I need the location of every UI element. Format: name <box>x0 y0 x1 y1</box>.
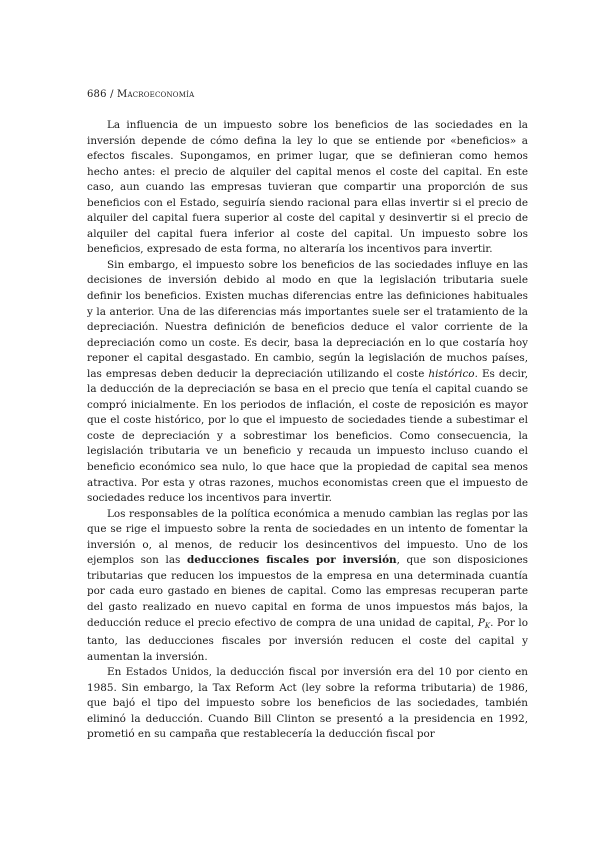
running-header <box>87 89 194 100</box>
paragraph-1: La influencia de un impuesto sobre los beneficios de las sociedades en la inversión depende de cómo defina la ley lo que se entiende por «beneficios» a efectos fiscales. Supongamos, en primer lugar, que se definieran como hemos hecho antes: el precio de alquiler del capital menos el coste del capital. En este caso, aun cuando las empresas tuvieran que compartir una proporción de sus beneficios con el Estado, seguiría siendo racional para ellas invertir si el precio de alquiler del capital fuera superior al coste del capital y desinvertir si el precio de alquiler del capital fuera inferior al coste del capital. Un impuesto sobre los beneficios, expresado de esta forma, no alteraría los incentivos para invertir. <box>87 119 528 256</box>
paragraph-3 <box>87 507 528 665</box>
price-symbol-subscript: K <box>484 621 491 630</box>
paragraph-3-text-b: , que son disposiciones tributarias que reducen los impuestos de la empresa en una determinada cuantía por cada euro gastado en bienes de capital. Como las empresas recuperan parte del gasto realizado en nuevo capital en forma de unos impuestos más bajos, la deducción reduce el precio efectivo de compra de una unidad de capital, <box>87 554 528 629</box>
header-separator: / <box>106 89 118 100</box>
paragraph-2-text-b: . Es decir, la deducción de la depreciación se basa en el precio que tenía el capital cuando se compró inicialmente. En los periodos de inflación, el coste de reposición es mayor que el coste histórico, por lo que el impuesto de sociedades tiende a subestimar el coste de depreciación y a sobrestimar los beneficios. Como consecuencia, la legislación tributaria ve un beneficio y recauda un impuesto incluso cuando el beneficio económico sea nulo, lo que hace que la propiedad de capital sea menos atractiva. Por esta y otras razones, muchos economistas creen que el impuesto de sociedades reduce los incentivos para invertir. <box>87 367 528 505</box>
body-text <box>87 118 528 743</box>
paragraph-2 <box>87 258 528 507</box>
paragraph-4: En Estados Unidos, la deducción fiscal por inversión era del 10 por ciento en 1985. Sin embargo, la Tax Reform Act (ley sobre la reforma tributaria) de 1986, que bajó el tipo del impuesto sobre los beneficios de las sociedades, también eliminó la deducción. Cuando Bill Clinton se presentó a la presidencia en 1992, prometió en su campaña que restablecería la deducción fiscal por <box>87 666 528 741</box>
price-symbol: P <box>477 616 485 629</box>
page-number: 686 <box>87 89 107 100</box>
key-term: deducciones fiscales por inversión <box>187 554 397 567</box>
paragraph-3-text-a: Los responsables de la política económica a menudo cambian las reglas por las que se rige el impuesto sobre la renta de sociedades en un intento de fomentar la inversión o, al menos, de reducir los desincentivos del impuesto. Uno de los ejemplos son las <box>87 507 528 567</box>
section-title: Macroeconomía <box>117 89 195 100</box>
paragraph-2-text-a: Sin embargo, el impuesto sobre los beneficios de las sociedades influye en las decisiones de inversión debido al modo en que la legislación tributaria suele definir los beneficios. Existen muchas diferencias entre las definiciones habituales y la anterior. Una de las diferencias más importantes suele ser el tratamiento de la depreciación. Nuestra definición de beneficios deduce el valor corriente de la depreciación como un coste. Es decir, basa la depreciación en lo que costaría hoy reponer el capital desgastado. En cambio, según la legislación de muchos países, las empresas deben deducir la depreciación utilizando el coste <box>87 258 528 380</box>
emphasis-historico: histórico <box>428 367 475 380</box>
paragraph-3-text-c: . Por lo tanto, las deducciones fiscales por inversión reducen el coste del capital y aumentan la inversión. <box>87 616 528 663</box>
